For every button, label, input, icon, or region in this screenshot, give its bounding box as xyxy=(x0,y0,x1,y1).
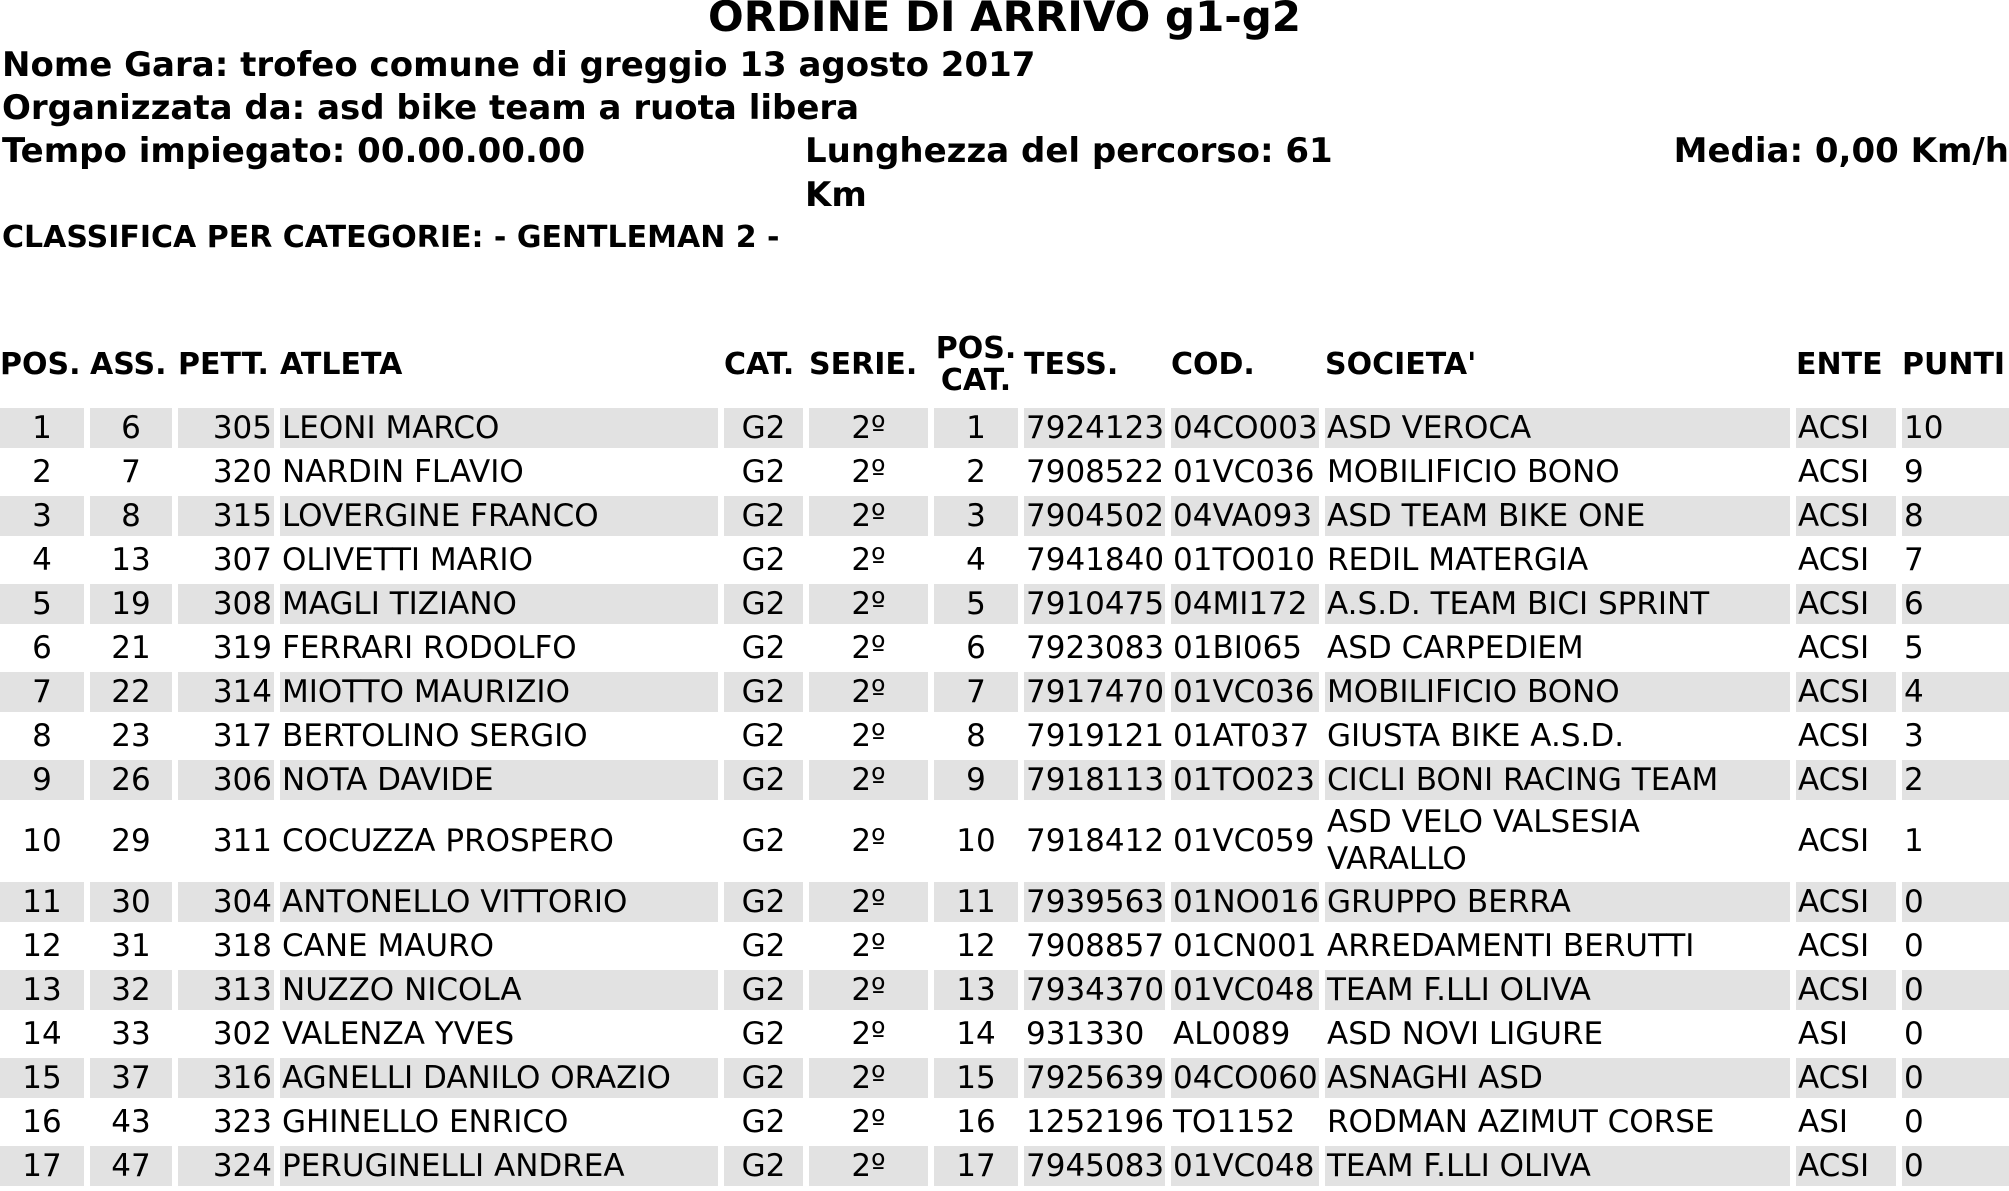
cell-ass: 8 xyxy=(90,496,172,536)
cell-societa: TEAM F.LLI OLIVA xyxy=(1325,970,1790,1010)
cell-tess: 7924123 xyxy=(1024,408,1165,448)
cell-atleta: OLIVETTI MARIO xyxy=(282,541,533,578)
cell-atleta: GHINELLO ENRICO xyxy=(282,1103,569,1140)
cell-cod: 01TO010 xyxy=(1173,541,1315,578)
cell-tess: 7918412 xyxy=(1026,822,1165,859)
cell-tess: 7945083 xyxy=(1024,1146,1165,1186)
cell-cat: G2 xyxy=(741,541,786,578)
cell-pett: 323 xyxy=(212,1103,272,1140)
cell-ass: 30 xyxy=(90,882,172,922)
cell-tess: 7941840 xyxy=(1026,541,1165,578)
cell-ass: 23 xyxy=(111,717,151,754)
cell-pett: 305 xyxy=(178,408,274,448)
cell-punti: 0 xyxy=(1904,1015,1924,1052)
cell-serie: 2º xyxy=(851,927,886,964)
cell-punti: 2 xyxy=(1902,760,2009,800)
cell-cat: G2 xyxy=(724,584,803,624)
cell-cat: G2 xyxy=(724,1058,803,1098)
cell-pett: 314 xyxy=(178,672,274,712)
cell-pett: 317 xyxy=(212,717,272,754)
cell-cat: G2 xyxy=(741,822,786,859)
cell-cat: G2 xyxy=(724,760,803,800)
table-row xyxy=(0,672,2009,712)
table-row xyxy=(0,496,2009,536)
results-table xyxy=(0,322,2009,1190)
cell-cat: G2 xyxy=(724,408,803,448)
col-atleta: ATLETA xyxy=(280,347,403,382)
cell-poscat: 4 xyxy=(966,541,986,578)
cell-atleta: NARDIN FLAVIO xyxy=(282,453,524,490)
page-title: ORDINE DI ARRIVO g1-g2 xyxy=(707,0,1302,41)
cell-atleta: LOVERGINE FRANCO xyxy=(280,496,718,536)
cell-poscat: 12 xyxy=(956,927,996,964)
table-row xyxy=(0,1058,2009,1098)
cell-societa: ASD TEAM BIKE ONE xyxy=(1325,496,1790,536)
cell-pos: 17 xyxy=(0,1146,84,1186)
col-societa: SOCIETA' xyxy=(1325,347,1477,382)
cell-cat: G2 xyxy=(724,1146,803,1186)
cell-poscat: 17 xyxy=(934,1146,1018,1186)
cell-cod: 04VA093 xyxy=(1171,496,1319,536)
cell-poscat: 13 xyxy=(934,970,1018,1010)
table-header-row xyxy=(0,326,2009,404)
cell-punti: 0 xyxy=(1904,1103,1924,1140)
cell-societa: ASD VELO VALSESIA VARALLO xyxy=(1327,804,1640,877)
average-speed: Media: 0,00 Km/h xyxy=(1673,131,2009,171)
cell-pos: 12 xyxy=(22,927,62,964)
cell-cod: AL0089 xyxy=(1173,1015,1291,1052)
table-row xyxy=(0,452,2009,492)
col-cod: COD. xyxy=(1171,347,1255,382)
cell-serie: 2º xyxy=(809,882,928,922)
cell-tess: 7917470 xyxy=(1024,672,1165,712)
cell-pett: 304 xyxy=(178,882,274,922)
cell-serie: 2º xyxy=(809,672,928,712)
cell-serie: 2º xyxy=(809,970,928,1010)
cell-serie: 2º xyxy=(851,541,886,578)
cell-serie: 2º xyxy=(809,1058,928,1098)
cell-societa: ASD VEROCA xyxy=(1325,408,1790,448)
table-row xyxy=(0,584,2009,624)
cell-pos: 8 xyxy=(32,717,52,754)
col-serie: SERIE. xyxy=(809,347,918,382)
cell-poscat: 11 xyxy=(934,882,1018,922)
cell-serie: 2º xyxy=(851,717,886,754)
cell-poscat: 2 xyxy=(966,453,986,490)
cell-societa: ASD CARPEDIEM xyxy=(1327,629,1584,666)
cell-poscat: 16 xyxy=(956,1103,996,1140)
cell-ass: 31 xyxy=(111,927,151,964)
cell-atleta: COCUZZA PROSPERO xyxy=(282,822,614,859)
cell-pos: 2 xyxy=(32,453,52,490)
cell-ente: ACSI xyxy=(1798,541,1870,578)
course-length: Lunghezza del percorso: 61 Km xyxy=(805,131,1333,215)
cell-cod: 01VC036 xyxy=(1173,453,1315,490)
col-punti: PUNTI xyxy=(1902,347,2006,382)
cell-poscat: 15 xyxy=(934,1058,1018,1098)
cell-ass: 6 xyxy=(90,408,172,448)
cell-pos: 7 xyxy=(0,672,84,712)
cell-atleta: BERTOLINO SERGIO xyxy=(282,717,588,754)
cell-societa: ASD NOVI LIGURE xyxy=(1327,1015,1604,1052)
cell-cat: G2 xyxy=(724,496,803,536)
cell-pos: 6 xyxy=(32,629,52,666)
cell-pos: 11 xyxy=(0,882,84,922)
cell-societa: ARREDAMENTI BERUTTI xyxy=(1327,927,1695,964)
cell-cod: 01NO016 xyxy=(1171,882,1319,922)
cell-poscat: 9 xyxy=(934,760,1018,800)
cell-tess: 7939563 xyxy=(1024,882,1165,922)
cell-societa: A.S.D. TEAM BICI SPRINT xyxy=(1325,584,1790,624)
cell-cat: G2 xyxy=(741,927,786,964)
cell-tess: 7918113 xyxy=(1024,760,1165,800)
cell-ente: ACSI xyxy=(1798,629,1870,666)
cell-ente: ACSI xyxy=(1798,453,1870,490)
cell-pos: 10 xyxy=(22,822,62,859)
cell-pett: 318 xyxy=(212,927,272,964)
cell-societa: GIUSTA BIKE A.S.D. xyxy=(1327,717,1625,754)
cell-tess: 1252196 xyxy=(1026,1103,1165,1140)
cell-cod: TO1152 xyxy=(1173,1103,1296,1140)
cell-atleta: AGNELLI DANILO ORAZIO xyxy=(280,1058,718,1098)
cell-poscat: 3 xyxy=(934,496,1018,536)
cell-ass: 32 xyxy=(90,970,172,1010)
cell-serie: 2º xyxy=(851,453,886,490)
table-row xyxy=(0,882,2009,922)
cell-ass: 7 xyxy=(121,453,141,490)
cell-serie: 2º xyxy=(809,760,928,800)
cell-ass: 33 xyxy=(111,1015,151,1052)
table-row xyxy=(0,408,2009,448)
cell-poscat: 1 xyxy=(934,408,1018,448)
cell-pett: 319 xyxy=(212,629,272,666)
cell-pett: 324 xyxy=(178,1146,274,1186)
cell-tess: 7908857 xyxy=(1026,927,1165,964)
cell-societa: GRUPPO BERRA xyxy=(1325,882,1790,922)
col-pett: PETT. xyxy=(178,347,269,382)
cell-tess: 7910475 xyxy=(1024,584,1165,624)
col-tess: TESS. xyxy=(1024,347,1119,382)
cell-pett: 315 xyxy=(178,496,274,536)
cell-pos: 4 xyxy=(32,541,52,578)
cell-ente: ACSI xyxy=(1798,717,1870,754)
cell-cat: G2 xyxy=(741,1015,786,1052)
cell-poscat: 7 xyxy=(934,672,1018,712)
cell-ente: ACSI xyxy=(1796,1146,1896,1186)
cell-pos: 14 xyxy=(22,1015,62,1052)
cell-pos: 3 xyxy=(0,496,84,536)
cell-serie: 2º xyxy=(809,408,928,448)
cell-serie: 2º xyxy=(851,1103,886,1140)
cell-ente: ACSI xyxy=(1798,822,1870,859)
cell-serie: 2º xyxy=(809,496,928,536)
cell-atleta: LEONI MARCO xyxy=(280,408,718,448)
cell-cod: 04CO003 xyxy=(1171,408,1319,448)
race-name: Nome Gara: trofeo comune di greggio 13 agosto 2017 xyxy=(2,45,1036,85)
cell-ass: 21 xyxy=(111,629,151,666)
cell-poscat: 5 xyxy=(934,584,1018,624)
table-row xyxy=(0,804,2009,878)
table-row xyxy=(0,1102,2009,1142)
cell-cat: G2 xyxy=(741,629,786,666)
cell-ente: ACSI xyxy=(1796,496,1896,536)
cell-cat: G2 xyxy=(741,453,786,490)
table-row xyxy=(0,716,2009,756)
cell-pett: 308 xyxy=(178,584,274,624)
cell-cat: G2 xyxy=(724,970,803,1010)
cell-pos: 15 xyxy=(0,1058,84,1098)
cell-pett: 307 xyxy=(212,541,272,578)
cell-atleta: FERRARI RODOLFO xyxy=(282,629,577,666)
cell-punti: 5 xyxy=(1904,629,1924,666)
cell-cat: G2 xyxy=(724,882,803,922)
cell-tess: 7934370 xyxy=(1024,970,1165,1010)
cell-punti: 10 xyxy=(1902,408,2009,448)
cell-cod: 01VC036 xyxy=(1171,672,1319,712)
cell-pos: 1 xyxy=(0,408,84,448)
cell-societa: TEAM F.LLI OLIVA xyxy=(1325,1146,1790,1186)
cell-ente: ACSI xyxy=(1796,408,1896,448)
cell-punti: 0 xyxy=(1902,882,2009,922)
cell-tess: 7908522 xyxy=(1026,453,1165,490)
cell-cod: 01CN001 xyxy=(1173,927,1317,964)
cell-punti: 4 xyxy=(1902,672,2009,712)
cell-cod: 01BI065 xyxy=(1173,629,1303,666)
cell-pett: 320 xyxy=(212,453,272,490)
organizer: Organizzata da: asd bike team a ruota libera xyxy=(2,88,860,128)
cell-tess: 7919121 xyxy=(1026,717,1165,754)
cell-societa: MOBILIFICIO BONO xyxy=(1325,672,1790,712)
cell-ente: ASI xyxy=(1798,1103,1849,1140)
cell-atleta: VALENZA YVES xyxy=(282,1015,515,1052)
cell-atleta: ANTONELLO VITTORIO xyxy=(280,882,718,922)
table-row xyxy=(0,760,2009,800)
cell-pett: 311 xyxy=(212,822,272,859)
cell-serie: 2º xyxy=(809,1146,928,1186)
cell-cod: 01VC059 xyxy=(1173,822,1315,859)
table-row xyxy=(0,628,2009,668)
cell-ente: ACSI xyxy=(1796,882,1896,922)
cell-ass: 19 xyxy=(90,584,172,624)
cell-atleta: NOTA DAVIDE xyxy=(280,760,718,800)
cell-pett: 316 xyxy=(178,1058,274,1098)
cell-societa: MOBILIFICIO BONO xyxy=(1327,453,1620,490)
cell-poscat: 14 xyxy=(956,1015,996,1052)
cell-tess: 7904502 xyxy=(1024,496,1165,536)
cell-pett: 306 xyxy=(178,760,274,800)
cell-punti: 7 xyxy=(1904,541,1924,578)
cell-tess: 7923083 xyxy=(1026,629,1165,666)
col-pos-cat: POS. CAT. xyxy=(935,331,1017,398)
cell-cod: 01VC048 xyxy=(1171,1146,1319,1186)
cell-punti: 8 xyxy=(1902,496,2009,536)
cell-atleta: NUZZO NICOLA xyxy=(280,970,718,1010)
cell-ente: ASI xyxy=(1798,1015,1849,1052)
cell-serie: 2º xyxy=(851,822,886,859)
col-ass: ASS. xyxy=(90,347,167,382)
cell-atleta: MAGLI TIZIANO xyxy=(280,584,718,624)
cell-pett: 313 xyxy=(178,970,274,1010)
cell-poscat: 6 xyxy=(966,629,986,666)
cell-cod: 04MI172 xyxy=(1171,584,1319,624)
cell-ass: 47 xyxy=(90,1146,172,1186)
table-row xyxy=(0,970,2009,1010)
cell-atleta: MIOTTO MAURIZIO xyxy=(280,672,718,712)
cell-cod: 01VC048 xyxy=(1171,970,1319,1010)
cell-serie: 2º xyxy=(809,584,928,624)
cell-societa: RODMAN AZIMUT CORSE xyxy=(1327,1103,1715,1140)
cell-cod: 01AT037 xyxy=(1173,717,1310,754)
cell-serie: 2º xyxy=(851,1015,886,1052)
cell-ass: 13 xyxy=(111,541,151,578)
col-cat: CAT. xyxy=(724,347,795,382)
table-row xyxy=(0,1146,2009,1186)
time-used: Tempo impiegato: 00.00.00.00 xyxy=(2,131,586,171)
cell-ass: 29 xyxy=(111,822,151,859)
cell-pos: 16 xyxy=(22,1103,62,1140)
cell-ente: ACSI xyxy=(1796,1058,1896,1098)
cell-punti: 0 xyxy=(1902,970,2009,1010)
table-row xyxy=(0,540,2009,580)
cell-ass: 43 xyxy=(111,1103,151,1140)
category-ranking-title: CLASSIFICA PER CATEGORIE: - GENTLEMAN 2 - xyxy=(2,220,780,255)
cell-tess: 7925639 xyxy=(1024,1058,1165,1098)
cell-cod: 01TO023 xyxy=(1171,760,1319,800)
cell-cod: 04CO060 xyxy=(1171,1058,1319,1098)
cell-punti: 0 xyxy=(1902,1058,2009,1098)
cell-societa: CICLI BONI RACING TEAM xyxy=(1325,760,1790,800)
cell-punti: 9 xyxy=(1904,453,1924,490)
cell-atleta: CANE MAURO xyxy=(282,927,495,964)
cell-punti: 0 xyxy=(1904,927,1924,964)
table-row xyxy=(0,926,2009,966)
cell-ass: 37 xyxy=(90,1058,172,1098)
cell-ente: ACSI xyxy=(1796,760,1896,800)
cell-pos: 13 xyxy=(0,970,84,1010)
cell-pos: 9 xyxy=(0,760,84,800)
cell-poscat: 10 xyxy=(956,822,996,859)
cell-pos: 5 xyxy=(0,584,84,624)
cell-pett: 302 xyxy=(212,1015,272,1052)
cell-atleta: PERUGINELLI ANDREA xyxy=(280,1146,718,1186)
cell-cat: G2 xyxy=(724,672,803,712)
cell-serie: 2º xyxy=(851,629,886,666)
cell-cat: G2 xyxy=(741,1103,786,1140)
cell-societa: ASNAGHI ASD xyxy=(1325,1058,1790,1098)
cell-poscat: 8 xyxy=(966,717,986,754)
cell-ente: ACSI xyxy=(1796,672,1896,712)
col-pos: POS. xyxy=(0,347,81,382)
table-row xyxy=(0,1014,2009,1054)
cell-punti: 6 xyxy=(1902,584,2009,624)
cell-punti: 3 xyxy=(1904,717,1924,754)
cell-ente: ACSI xyxy=(1796,584,1896,624)
cell-societa: REDIL MATERGIA xyxy=(1327,541,1589,578)
cell-cat: G2 xyxy=(741,717,786,754)
col-ente: ENTE xyxy=(1796,347,1883,382)
cell-punti: 1 xyxy=(1904,822,1924,859)
cell-ente: ACSI xyxy=(1798,927,1870,964)
cell-punti: 0 xyxy=(1902,1146,2009,1186)
cell-ente: ACSI xyxy=(1796,970,1896,1010)
cell-ass: 22 xyxy=(90,672,172,712)
cell-ass: 26 xyxy=(90,760,172,800)
cell-tess: 931330 xyxy=(1026,1015,1145,1052)
